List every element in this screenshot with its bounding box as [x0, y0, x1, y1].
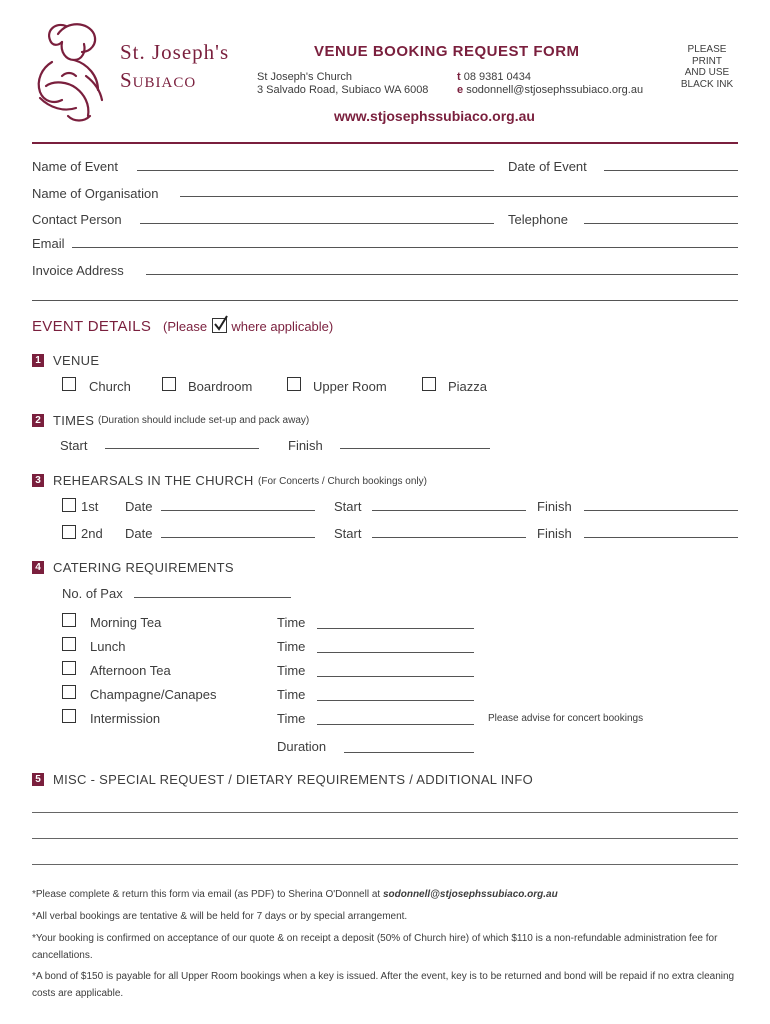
- section-number: 2: [32, 414, 44, 427]
- organisation-field[interactable]: [180, 196, 738, 197]
- event-name-field[interactable]: [137, 170, 494, 171]
- duration-label: Duration: [277, 739, 327, 754]
- catering-item-label: Champagne/Canapes: [90, 687, 217, 702]
- times-finish-field[interactable]: [340, 448, 490, 449]
- venue-boardroom-checkbox[interactable]: [162, 377, 176, 391]
- phone-number: 08 9381 0434: [463, 71, 532, 83]
- section-number: 3: [32, 474, 44, 487]
- times-start-field[interactable]: [105, 448, 259, 449]
- catering-champagne-time-field[interactable]: [317, 700, 474, 701]
- rehearsals-note: (For Concerts / Church bookings only): [258, 476, 427, 487]
- venue-piazza-checkbox[interactable]: [422, 377, 436, 391]
- catering-item-label: Lunch: [90, 639, 126, 654]
- catering-intermission-time-field[interactable]: [317, 724, 474, 725]
- invoice-address-label: Invoice Address: [32, 263, 124, 278]
- rehearsal-2nd-finish-field[interactable]: [584, 537, 738, 538]
- rehearsal-2nd-date-label: Date: [125, 526, 153, 541]
- address-line1: St Joseph's Church: [257, 71, 353, 83]
- catering-time-label: Time: [277, 615, 306, 630]
- hint-after: where applicable): [231, 319, 334, 334]
- misc-field-line-1[interactable]: [32, 812, 738, 813]
- email-prefix: e: [457, 84, 464, 96]
- email-line: [457, 84, 643, 97]
- header-divider: [32, 142, 738, 144]
- phone-prefix: t: [457, 71, 461, 83]
- times-heading: TIMES: [53, 413, 95, 428]
- times-start-label: Start: [60, 438, 88, 453]
- rehearsal-1st-start-field[interactable]: [372, 510, 526, 511]
- note-bond: *A bond of $150 is payable for all Upper Room bookings when a key is issued. After the event, key is to be returned and bond will be repaid if no extra cleaning costs are applicable.: [32, 971, 735, 999]
- note-return-form: [32, 886, 738, 903]
- contact-person-field[interactable]: [140, 223, 494, 224]
- event-details-hint: [163, 318, 333, 334]
- logo: [28, 16, 108, 124]
- saint-figure-icon: [28, 16, 108, 124]
- print-note: [668, 44, 746, 90]
- event-date-field[interactable]: [604, 170, 738, 171]
- catering-item-label: Afternoon Tea: [90, 663, 171, 678]
- print-note-line: PRINT: [692, 55, 722, 67]
- pax-field[interactable]: [134, 597, 291, 598]
- catering-morning-tea-time-field[interactable]: [317, 628, 474, 629]
- rehearsal-2nd-date-field[interactable]: [161, 537, 315, 538]
- rehearsal-2nd-start-field[interactable]: [372, 537, 526, 538]
- pax-label: No. of Pax: [62, 586, 123, 601]
- contact-person-label: Contact Person: [32, 212, 122, 227]
- duration-field[interactable]: [344, 752, 474, 753]
- invoice-address-field[interactable]: [146, 274, 738, 275]
- catering-morning-tea-checkbox[interactable]: [62, 613, 76, 627]
- rehearsal-2nd-label: 2nd: [81, 526, 103, 541]
- catering-time-label: Time: [277, 639, 306, 654]
- email-field[interactable]: [72, 247, 738, 248]
- rehearsal-1st-start-label: Start: [334, 499, 362, 514]
- section-number: 5: [32, 773, 44, 786]
- venue-boardroom-label: Boardroom: [188, 379, 253, 394]
- times-note: (Duration should include set-up and pack away): [98, 415, 310, 426]
- catering-time-label: Time: [277, 663, 306, 678]
- venue-piazza-label: Piazza: [448, 379, 488, 394]
- invoice-address-field-2[interactable]: [32, 300, 738, 301]
- brand-name-line2: Subiaco: [120, 68, 197, 92]
- catering-item-label: Morning Tea: [90, 615, 162, 630]
- print-note-line: AND USE: [684, 67, 730, 78]
- venue-upper-room-checkbox[interactable]: [287, 377, 301, 391]
- venue-heading: VENUE: [53, 353, 100, 368]
- misc-heading: MISC - SPECIAL REQUEST / DIETARY REQUIREMENTS / ADDITIONAL INFO: [53, 772, 533, 787]
- venue-church-label: Church: [89, 379, 131, 394]
- form-title: VENUE BOOKING REQUEST FORM: [314, 43, 580, 60]
- brand-name-line1: St. Joseph's: [120, 40, 230, 64]
- catering-item-label: Intermission: [90, 711, 161, 726]
- catering-time-label: Time: [277, 687, 306, 702]
- rehearsal-1st-finish-label: Finish: [537, 499, 572, 514]
- organisation-label: Name of Organisation: [32, 186, 159, 201]
- venue-church-checkbox[interactable]: [62, 377, 76, 391]
- rehearsal-1st-date-label: Date: [125, 499, 153, 514]
- note-tentative: *All verbal bookings are tentative & will be held for 7 days or by special arrangement.: [32, 911, 408, 922]
- catering-heading: CATERING REQUIREMENTS: [53, 560, 234, 575]
- rehearsal-2nd-checkbox[interactable]: [62, 525, 76, 539]
- telephone-label: Telephone: [508, 212, 568, 227]
- times-finish-label: Finish: [288, 438, 323, 453]
- misc-field-line-2[interactable]: [32, 838, 738, 839]
- rehearsal-1st-date-field[interactable]: [161, 510, 315, 511]
- catering-intermission-checkbox[interactable]: [62, 709, 76, 723]
- phone-line: [457, 71, 643, 84]
- print-note-line: BLACK INK: [680, 78, 734, 90]
- telephone-field[interactable]: [584, 223, 738, 224]
- catering-lunch-time-field[interactable]: [317, 652, 474, 653]
- rehearsals-heading: REHEARSALS IN THE CHURCH: [53, 473, 254, 488]
- rehearsal-2nd-finish-label: Finish: [537, 526, 572, 541]
- rehearsal-1st-finish-field[interactable]: [584, 510, 738, 511]
- catering-time-label: Time: [277, 711, 306, 726]
- misc-field-line-3[interactable]: [32, 864, 738, 865]
- section-number: 4: [32, 561, 44, 574]
- checkmark-icon: [212, 318, 227, 333]
- rehearsal-2nd-start-label: Start: [334, 526, 362, 541]
- event-name-label: Name of Event: [32, 159, 118, 174]
- rehearsal-1st-checkbox[interactable]: [62, 498, 76, 512]
- section-number: 1: [32, 354, 44, 367]
- note-return-text: *Please complete & return this form via email (as PDF) to Sherina O'Donnell at: [32, 889, 383, 900]
- note-deposit: *Your booking is confirmed on acceptance of our quote & on receipt a deposit (50% of Church hire) of which $110 is a non-refundable administration fee for cancellations.: [32, 933, 718, 961]
- event-date-label: Date of Event: [508, 159, 587, 174]
- header-email: sodonnell@stjosephssubiaco.org.au: [466, 84, 644, 96]
- venue-upper-room-label: Upper Room: [313, 379, 387, 394]
- website-link[interactable]: www.stjosephssubiaco.org.au: [334, 108, 535, 124]
- address-line2: 3 Salvado Road, Subiaco WA 6008: [257, 84, 429, 96]
- rehearsal-1st-label: 1st: [81, 499, 99, 514]
- print-note-line: PLEASE: [687, 44, 727, 55]
- catering-afternoon-tea-time-field[interactable]: [317, 676, 474, 677]
- catering-lunch-checkbox[interactable]: [62, 637, 76, 651]
- email-label: Email: [32, 236, 65, 251]
- note-return-email[interactable]: sodonnell@stjosephssubiaco.org.au: [382, 889, 558, 900]
- hint-before: (Please: [163, 319, 208, 334]
- catering-afternoon-tea-checkbox[interactable]: [62, 661, 76, 675]
- catering-champagne-checkbox[interactable]: [62, 685, 76, 699]
- intermission-note: Please advise for concert bookings: [488, 713, 644, 724]
- event-details-heading: EVENT DETAILS: [32, 318, 152, 335]
